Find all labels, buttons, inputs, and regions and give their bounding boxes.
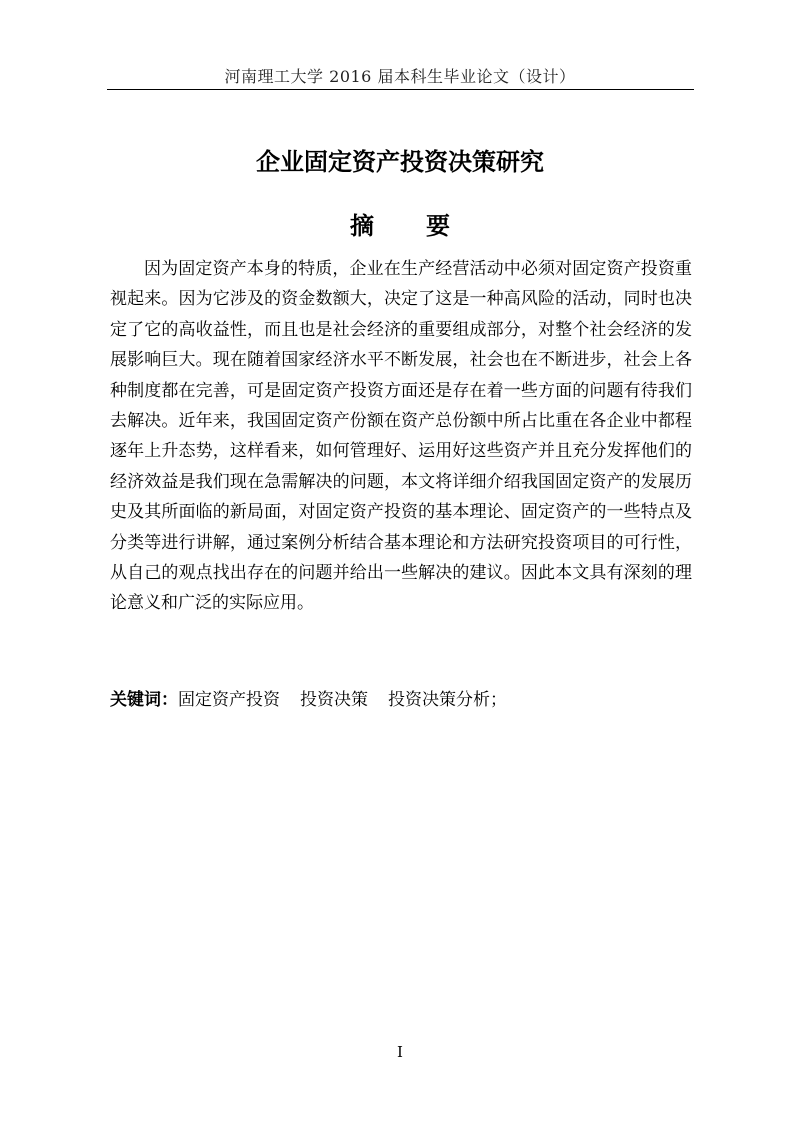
- running-header: 河南理工大学 2016 届本科生毕业论文（设计）: [224, 67, 576, 86]
- keywords-label: 关键词：: [110, 690, 178, 710]
- paper-title: 企业固定资产投资决策研究: [256, 148, 544, 176]
- page-number: I: [397, 1043, 403, 1061]
- abstract-heading-char-2: 要: [426, 212, 450, 240]
- keywords-line: [110, 685, 692, 710]
- header-divider: [107, 89, 694, 90]
- abstract-heading: [0, 206, 800, 241]
- abstract-body: 因为固定资产本身的特质，企业在生产经营活动中必须对固定资产投资重视起来。因为它涉及的资金数额大，决定了这是一种高风险的活动，同时也决定了它的高收益性，而且也是社会经济的重要组成部分，对整个社会经济的发展影响巨大。现在随着国家经济水平不断发展，社会也在不断进步，社会上各种制度都在完善，可是固定资产投资方面还是存在着一些方面的问题有待我们去解决。近年来，我国固定资产份额在资产总份额中所占比重在各企业中都程逐年上升态势，这样看来，如何管理好、运用好这些资产并且充分发挥他们的经济效益是我们现在急需解决的问题，本文将详细介绍我国固定资产的发展历史及其所面临的新局面，对固定资产投资的基本理论、固定资产的一些特点及分类等进行讲解，通过案例分析结合基本理论和方法研究投资项目的可行性，从自己的观点找出存在的问题并给出一些解决的建议。因此本文具有深刻的理论意义和广泛的实际应用。: [110, 259, 692, 614]
- keyword-item: 投资决策分析；: [388, 690, 507, 710]
- keyword-item: 固定资产投资: [178, 690, 280, 710]
- keyword-item: 投资决策: [300, 690, 368, 710]
- abstract-heading-char-1: 摘: [350, 212, 374, 240]
